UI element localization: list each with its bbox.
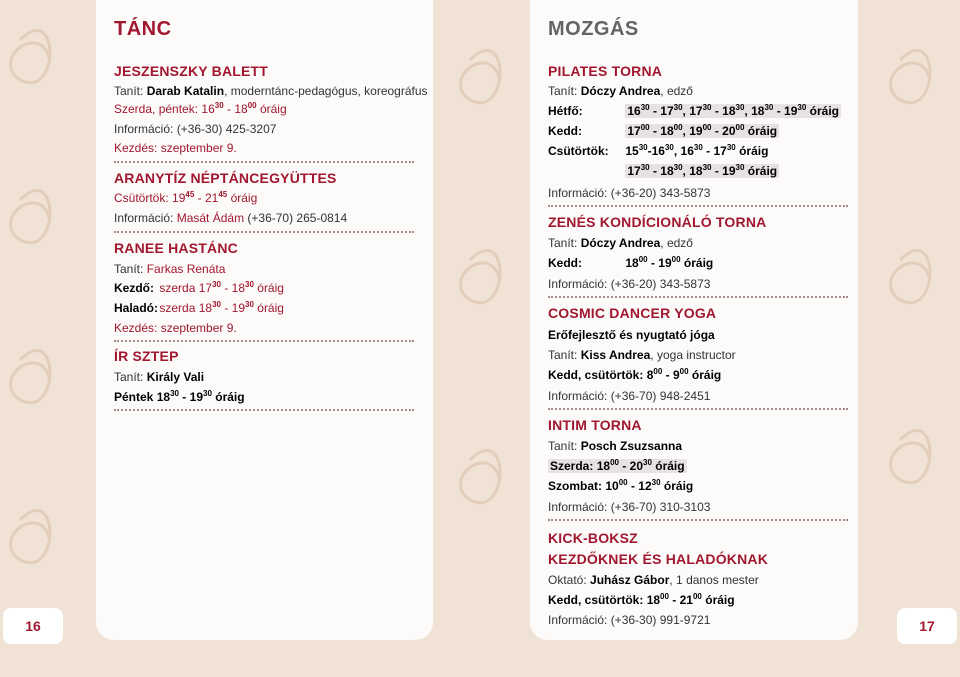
teacher-label: Tanít: xyxy=(548,84,578,98)
until-label: óráig xyxy=(663,479,694,493)
info-line: Információ: (+36-70) 948-2451 xyxy=(548,389,711,403)
teacher-line xyxy=(548,438,682,456)
teacher-name: Farkas Renáta xyxy=(146,262,226,276)
time: 18 xyxy=(722,104,736,118)
schedule-line: Kezdő: szerda $17^{30} - 18^{30}$ óráig xyxy=(114,280,284,295)
time: 17 xyxy=(689,104,703,118)
section-title: ÍR SZTEP xyxy=(114,348,179,364)
day-label: Csütörtök: xyxy=(548,144,609,158)
teacher-label: Tanít: xyxy=(548,439,578,453)
teacher-role: , edző xyxy=(660,84,693,98)
teacher-line xyxy=(114,369,204,387)
until-label: óráig xyxy=(683,256,714,270)
time-to-sup: 45 xyxy=(218,190,228,199)
time-from: 17 xyxy=(198,281,213,295)
time-sup: 30 xyxy=(640,163,650,172)
time: 18 xyxy=(689,164,703,178)
info-line xyxy=(114,210,347,228)
schedule-line: Csütörtök: $19^{45} - 21^{45}$ óráig xyxy=(114,190,258,205)
page-number-left: 16 xyxy=(3,608,63,644)
time-sup: 30 xyxy=(673,163,683,172)
schedule-line: Kedd, csütörtök: $8^{00} - 9^{00}$ óráig xyxy=(548,367,722,382)
teacher-line xyxy=(114,261,225,279)
chapter-title-tanc: TÁNC xyxy=(114,18,172,40)
level-label: Kezdő: xyxy=(114,281,154,295)
until-label: óráig xyxy=(747,164,778,178)
time-from-sup: 00 xyxy=(653,367,663,376)
time-list: $16^{30} - 17^{30}$, $17^{30} - 18^{30}$, $18^{30} - 19^{30}$ óráig xyxy=(627,103,839,118)
time-to: 18 xyxy=(231,281,246,295)
until-label: óráig xyxy=(739,144,769,158)
time-from: 10 xyxy=(605,479,619,493)
until-label: óráig xyxy=(691,368,722,382)
info-line: Információ: (+36-20) 343-5873 xyxy=(548,277,711,291)
time: 16 xyxy=(627,104,641,118)
time-to-sup: 00 xyxy=(692,592,702,601)
teacher-name: Dóczy Andrea xyxy=(580,84,661,98)
days: Szerda, péntek: xyxy=(114,102,199,116)
schedule-line: Szombat: $10^{00} - 12^{30}$ óráig xyxy=(548,478,694,493)
teacher-name: Juhász Gábor xyxy=(590,573,670,587)
time-to: 20 xyxy=(629,459,643,473)
time-from: 16 xyxy=(201,102,215,116)
time-from: 19 xyxy=(172,191,186,205)
day-label: Szerda: xyxy=(550,459,594,473)
page-number-right: 17 xyxy=(897,608,957,644)
until-label: óráig xyxy=(230,191,258,205)
time: 19 xyxy=(722,164,736,178)
teacher-name: Dóczy Andrea xyxy=(580,236,661,250)
day: szerda xyxy=(159,301,196,315)
until-label: óráig xyxy=(215,390,245,404)
time-sup: 30 xyxy=(664,143,674,152)
teacher-role: , 1 danos mester xyxy=(669,573,759,587)
info-name: Masát Ádám xyxy=(176,211,245,225)
time: 19 xyxy=(784,104,798,118)
schedule-line: Haladó: szerda $18^{30} - 19^{30}$ óráig xyxy=(114,300,284,315)
schedule-line xyxy=(548,163,779,181)
teacher-line xyxy=(114,83,428,101)
time-sup: 30 xyxy=(702,163,712,172)
time-list: $17^{00} - 18^{00}$, $19^{00} - 20^{00}$ óráig xyxy=(627,123,778,138)
days: Kedd, csütörtök: xyxy=(548,593,644,607)
time-sup: 30 xyxy=(726,143,736,152)
time-sup: 30 xyxy=(693,143,703,152)
teacher-line xyxy=(548,235,693,253)
time-sup: 00 xyxy=(640,123,650,132)
teacher-name: Posch Zsuzsanna xyxy=(580,439,683,453)
until-label: óráig xyxy=(655,459,685,473)
section-title: COSMIC DANCER YOGA xyxy=(548,305,717,321)
until-label: óráig xyxy=(257,301,284,315)
time-from-sup: 30 xyxy=(212,300,221,309)
time-to-sup: 30 xyxy=(651,478,661,487)
until-label: óráig xyxy=(747,124,778,138)
until-label: óráig xyxy=(259,102,287,116)
time: 18 xyxy=(751,104,765,118)
time-to-sup: 30 xyxy=(643,458,652,467)
days: Kedd, csütörtök: xyxy=(548,368,644,382)
days: Péntek xyxy=(114,390,154,404)
time: 17 xyxy=(660,104,674,118)
teacher-line xyxy=(548,572,759,590)
day-label: Kedd: xyxy=(548,124,582,138)
schedule-line: Péntek $18^{30} - 19^{30}$ óráig xyxy=(114,389,245,404)
time-sup: 30 xyxy=(735,163,745,172)
time-from-sup: 30 xyxy=(170,389,179,398)
time-to-sup: 00 xyxy=(679,367,689,376)
schedule-line xyxy=(548,143,768,161)
time: 20 xyxy=(722,124,736,138)
schedule-line: Kedd, csütörtök: $18^{00} - 21^{00}$ óráig xyxy=(548,592,735,607)
time-to: 9 xyxy=(672,368,680,382)
day-label: Kedd: xyxy=(548,256,582,270)
schedule-line xyxy=(548,458,687,476)
info-line: Információ: (+36-20) 343-5873 xyxy=(548,186,711,200)
separator xyxy=(548,519,848,521)
schedule-highlight: Szerda: $18^{00} - 20^{30}$ óráig xyxy=(550,458,685,473)
teacher-label: Tanít: xyxy=(114,84,144,98)
time-sup: 00 xyxy=(735,123,745,132)
days: Csütörtök: xyxy=(114,191,169,205)
time-from-sup: 00 xyxy=(660,592,669,601)
time-to: 21 xyxy=(679,593,693,607)
teacher-name: Király Vali xyxy=(146,370,205,384)
time-to: 12 xyxy=(638,479,652,493)
teacher-role: , yoga instructor xyxy=(650,348,736,362)
until-label: óráig xyxy=(705,593,735,607)
time-to-sup: 30 xyxy=(203,389,212,398)
teacher-label: Tanít: xyxy=(114,370,144,384)
time: 18 xyxy=(660,164,674,178)
time: 15 xyxy=(625,144,639,158)
time-sup: 00 xyxy=(702,123,712,132)
section-title: RANEE HASTÁNC xyxy=(114,240,238,256)
day-label: Hétfő: xyxy=(548,104,583,118)
time-from: 18 xyxy=(625,256,639,270)
time: 19 xyxy=(689,124,703,138)
time: 17 xyxy=(627,124,641,138)
time-list: $17^{30} - 18^{30}$, $18^{30} - 19^{30}$ óráig xyxy=(627,163,778,178)
time-from-sup: 00 xyxy=(618,478,628,487)
time-sup: 30 xyxy=(735,103,745,112)
schedule-line xyxy=(548,123,779,141)
section-title-2: KEZDŐKNEK ÉS HALADÓKNAK xyxy=(548,551,769,567)
section-title: KICK-BOKSZ xyxy=(548,530,638,546)
level-label: Haladó: xyxy=(114,301,159,315)
time-to: 19 xyxy=(231,301,246,315)
teacher-role: , edző xyxy=(660,236,693,250)
teacher-label: Tanít: xyxy=(548,348,578,362)
day: szerda xyxy=(159,281,196,295)
teacher-name: Darab Katalin xyxy=(146,84,225,98)
time-from-sup: 30 xyxy=(212,280,221,289)
time: 16 xyxy=(680,144,694,158)
time-from-sup: 00 xyxy=(610,458,619,467)
section-title: ZENÉS KONDÍCIONÁLÓ TORNA xyxy=(548,214,767,230)
time-from: 8 xyxy=(646,368,654,382)
schedule-line: Kedd: $18^{00} - 19^{00}$ óráig xyxy=(548,255,714,270)
time-sup: 30 xyxy=(673,103,683,112)
section-title: PILATES TORNA xyxy=(548,63,663,79)
time-from: 18 xyxy=(198,301,213,315)
separator xyxy=(114,231,414,233)
time-to-sup: 00 xyxy=(247,101,257,110)
teacher-label: Tanít: xyxy=(548,236,578,250)
until-label: óráig xyxy=(257,281,284,295)
teacher-name: Kiss Andrea xyxy=(580,348,651,362)
chapter-title-mozgas: MOZGÁS xyxy=(548,18,639,40)
section-title: ARANYTÍZ NÉPTÁNCEGYÜTTES xyxy=(114,170,337,186)
schedule-line xyxy=(548,103,841,121)
teacher-role: , moderntánc-pedagógus, koreográfus xyxy=(224,84,428,98)
time-from: 18 xyxy=(596,459,611,473)
time: 18 xyxy=(660,124,674,138)
info-line: Információ: (+36-30) 425-3207 xyxy=(114,122,277,136)
teacher-label: Oktató: xyxy=(548,573,587,587)
schedule-line: Szerda, péntek: $16^{30} - 18^{00}$ óráig xyxy=(114,101,287,116)
separator xyxy=(114,161,414,163)
time-to: 19 xyxy=(189,390,203,404)
teacher-line xyxy=(548,347,736,365)
separator xyxy=(548,408,848,410)
info-label: Információ: xyxy=(114,211,174,225)
time: 16 xyxy=(651,144,665,158)
separator xyxy=(114,409,414,411)
start-date: Kezdés: szeptember 9. xyxy=(114,321,237,335)
time-sup: 30 xyxy=(797,103,807,112)
time-from: 18 xyxy=(646,593,661,607)
time-to: 21 xyxy=(204,191,219,205)
until-label: óráig xyxy=(809,104,839,118)
info-line: Információ: (+36-70) 310-3103 xyxy=(548,500,711,514)
teacher-line xyxy=(548,83,693,101)
teacher-label: Tanít: xyxy=(114,262,144,276)
time-from-sup: 00 xyxy=(638,255,648,264)
day-label: Szombat: xyxy=(548,479,602,493)
time-sup: 30 xyxy=(640,103,650,112)
section-title: INTIM TORNA xyxy=(548,417,642,433)
start-date: Kezdés: szeptember 9. xyxy=(114,141,237,155)
time-to-sup: 30 xyxy=(245,280,254,289)
time-sup: 00 xyxy=(673,123,683,132)
separator xyxy=(114,340,414,342)
time: 17 xyxy=(627,164,641,178)
time-to: 19 xyxy=(658,256,672,270)
time-sup: 30 xyxy=(702,103,712,112)
time: 17 xyxy=(713,144,727,158)
time-sup: 30 xyxy=(638,143,648,152)
section-subtitle: Erőfejlesztő és nyugtató jóga xyxy=(548,328,715,342)
info-phone: (+36-70) 265-0814 xyxy=(247,211,348,225)
time-list: $15^{30}-16^{30}$, $16^{30} - 17^{30}$ óráig xyxy=(625,143,769,158)
time-from-sup: 30 xyxy=(214,101,224,110)
separator xyxy=(548,205,848,207)
time-from: 18 xyxy=(156,390,171,404)
separator xyxy=(548,296,848,298)
time-to-sup: 00 xyxy=(671,255,681,264)
info-line: Információ: (+36-30) 991-9721 xyxy=(548,613,711,627)
time-to: 18 xyxy=(234,102,248,116)
time-sup: 30 xyxy=(764,103,774,112)
time-to-sup: 30 xyxy=(245,300,254,309)
time-from-sup: 45 xyxy=(185,190,195,199)
section-title: JESZENSZKY BALETT xyxy=(114,63,269,79)
